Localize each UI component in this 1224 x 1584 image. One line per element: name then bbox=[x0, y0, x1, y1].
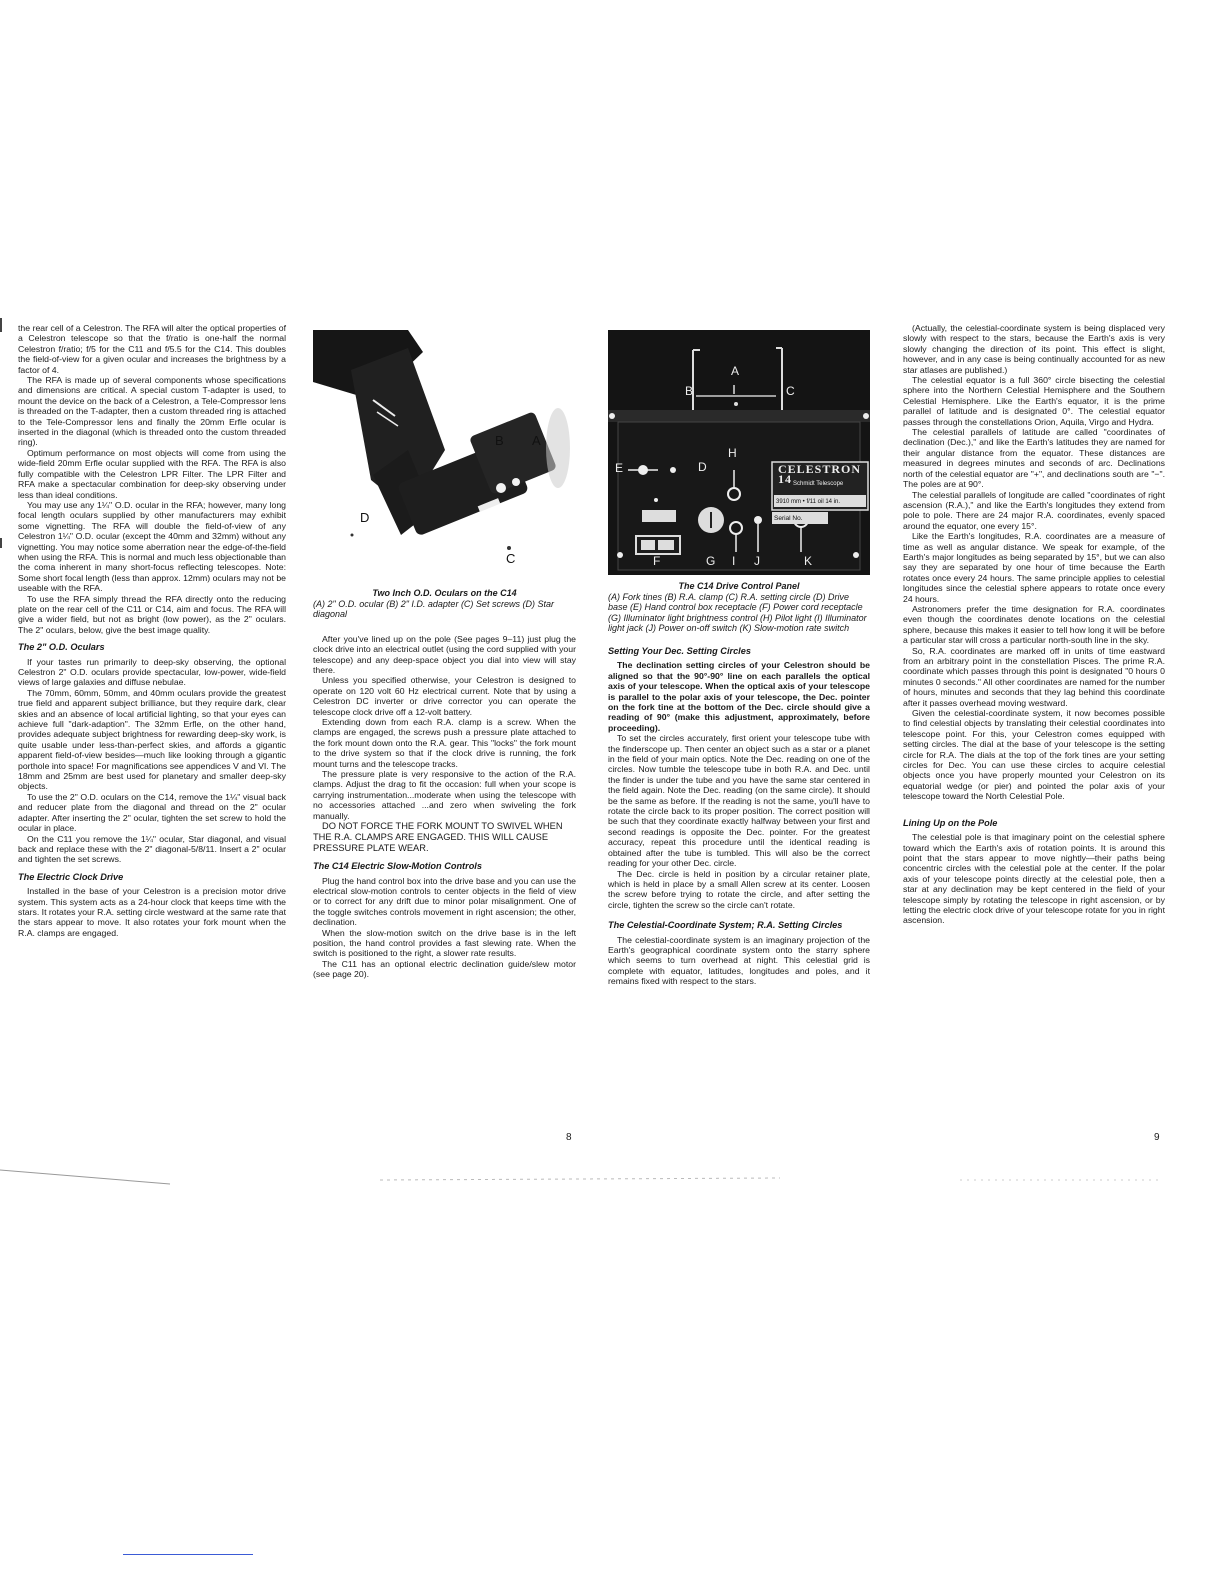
caption-title: Two Inch O.D. Oculars on the C14 bbox=[372, 588, 517, 598]
paragraph: The pressure plate is very responsive to the action of the R.A. clamps. Adjust the drag to fit the occasion: full when your scope is carrying instrumentation...moderate when using the telescope with no accessories attached ...and zero when swiveling the fork manually. bbox=[313, 769, 576, 821]
paragraph: The RFA is made up of several components whose specifications and dimensions are critical. A special custom T-adapter is used, to mount the device on the back of a Celestron, a Tele-Compressor lens is threaded on the T-adapter, then a custom threaded ring is attached to the Tele-Compressor lens and finally the 20mm Erfle ocular is inserted in the diagonal (which is threaded onto the custom threaded ring). bbox=[18, 375, 286, 448]
paragraph: If your tastes run primarily to deep-sky observing, the optional Celestron 2" O.D. oculars provide spectacular, low-power, wide-field views of large galaxies and diffuse nebulae. bbox=[18, 656, 286, 688]
page-number: 9 bbox=[1154, 1132, 1160, 1143]
paragraph: Plug the hand control box into the drive base and you can use the electrical slow-motion controls to center objects in the field of view or to correct for any drift due to minor polar misalignment. One of the toggle switches controls movement in right ascension; the other, declination. bbox=[313, 875, 576, 928]
panel-caption bbox=[608, 581, 870, 634]
section-heading: The 2" O.D. Oculars bbox=[18, 642, 105, 653]
panel-label-k: K bbox=[804, 554, 813, 568]
section-heading: The C14 Electric Slow-Motion Controls bbox=[313, 861, 482, 872]
panel-label-d: D bbox=[698, 460, 707, 474]
panel-label-j: J bbox=[754, 554, 760, 568]
caption-body: (A) Fork tines (B) R.A. clamp (C) R.A. setting circle (D) Drive base (E) Hand control box receptacle (F) Power cord receptacle (G) Illuminator light brightness control (H) Pilot light (I) Illuminator light jack (J) Power on-off switch (K) Slow-motion rate switch bbox=[608, 591, 867, 634]
ocular-photo-illustration bbox=[313, 330, 576, 582]
margin-mark bbox=[0, 538, 2, 548]
paragraph: the rear cell of a Celestron. The RFA will alter the optical properties of a Celestron telescope so that the f/ratio is one-half the normal Celestron f/ratio; f/5 for the C11 and f/5.5 for the C14. This doubles the field-of-view for a given ocular and increases the brightness by a factor of 4. bbox=[18, 323, 286, 375]
paragraph: So, R.A. coordinates are marked off in units of time eastward from an arbitrary point in the constellation Pisces. The prime R.A. coordinate which passes through this point is designated "0 hours 0 minutes 0 seconds." All other coordinates are named for the number of hours, minutes and seconds that they lag behind this coordinate after it passes overhead moving westward. bbox=[903, 645, 1165, 708]
paragraph: The celestial parallels of longitude are called "coordinates of right ascension (R.A.)," and like the Earth's longitudes they extend from pole to pole. There are 24 major R.A. coordinates, evenly spaced around the equator, one every 15°. bbox=[903, 489, 1165, 531]
paragraph: The celestial parallels of latitude are called "coordinates of declination (Dec.)," and like the Earth's latitudes they are named for their angular distance from the equator. These distances are measured in degrees minutes and seconds of arc. Declinations north of the celestial equator are "+", and declinations south are "−". The poles are at 90°. bbox=[903, 427, 1165, 490]
paragraph: Optimum performance on most objects will come from using the wide-field 20mm Erfle ocular supplied with the RFA. The RFA is also fully compatible with the Celestron LPR Filter. The LPR Filter and RFA make a spectacular combination for deep-sky observing under less than ideal conditions. bbox=[18, 447, 286, 500]
middle-right-column bbox=[608, 330, 870, 987]
paragraph: Extending down from each R.A. clamp is a screw. When the clamps are engaged, the screws push a pressure plate attached to the fork mount down onto the R.A. gear. This "locks" the fork mount to the drive system so that if the clock drive is running, the fork mount turns and the telescope tracks. bbox=[313, 717, 576, 769]
paragraph: Like the Earth's longitudes, R.A. coordinates are a measure of time as well as angular distance. We speak for example, of the Earth's major longitudes as being separated by 15°, but we can also say they are separated by one hour of time because the Earth rotates once every 24 hours. The same principle applies to celestial longitudes since the celestial sphere appears to rotate once every 24 hours. bbox=[903, 531, 1165, 604]
photo-label-c: C bbox=[506, 551, 516, 566]
paragraph: To use the 2" O.D. oculars on the C14, remove the 1¼" visual back and reducer plate from the diagonal and thread on the 2" ocular adapter. After inserting the 2" ocular, tighten the set screw to hold the ocular in place. bbox=[18, 791, 286, 834]
ocular-photo bbox=[313, 330, 576, 582]
paragraph: Given the celestial-coordinate system, it now becomes possible to find celestial objects by translating their celestial coordinates into telescope point. For this, your Celestron comes equipped with setting circles. The dial at the base of your telescope is the setting circle for R.A. The dials at the top of the fork tines are your setting circles for Dec. You can use these circles to acquire celestial objects once you have properly mounted your Celestron on its equatorial wedge (or pier) and pointed the polar axis of your telescope toward the North Celestial Pole. bbox=[903, 708, 1165, 802]
paragraph: The declination setting circles of your Celestron should be aligned so that the 90°-90° line on each parallels the optical axis of your telescope. When the optical axis of your telescope is parallel to the polar axis of your telescope, the Dec. pointer on the fork tine at the bottom of the Dec. circle should give a reading of 90° (make this adjustment, approximately, before proceeding). bbox=[608, 660, 870, 733]
panel-brand: CELESTRON 14 bbox=[778, 462, 862, 487]
panel-label-g: G bbox=[706, 554, 716, 568]
paragraph: To set the circles accurately, first orient your telescope tube with the finderscope up. Then center an object such as a star or a planet in the field of your main optics. Note the Dec. reading on one of the circles. Now tumble the telescope tube in both R.A. and Dec. until the finder is under the tube and you have the same star centered in the field again. Note the Dec. reading (on the same circle). It should be the same as before. If the reading is not the same, you'll have to rotate the circle back to its proper position. The correct position will be such that they coordinate exactly halfway between your first and second readings is opposite the Dec. pointer. For the greatest accuracy, repeat this procedure until the identical reading is obtained after the tube is tumbled. This will also be the correct reading for your other Dec. circle. bbox=[608, 733, 870, 869]
section-heading: Lining Up on the Pole bbox=[903, 817, 998, 828]
section-heading: The Celestial-Coordinate System; R.A. Setting Circles bbox=[608, 920, 843, 931]
scan-artifact bbox=[0, 1166, 1224, 1206]
paragraph: To use the RFA simply thread the RFA directly onto the reducing plate on the rear cell of the C11 or C14, aim and focus. The RFA will give a wider field, but not as bright (low power), as the 2" oculars. The 2" oculars, below, give the best image quality. bbox=[18, 593, 286, 635]
paragraph: (Actually, the celestial-coordinate system is being displaced very slowly with respect to the stars, because the Earth's axis is very slowly changing the direction of its point. This effect is slight, however, and in any case is being continually accounted for as new star atlases are published.) bbox=[903, 323, 1165, 375]
section-heading: The Electric Clock Drive bbox=[18, 871, 124, 882]
panel-label-h: H bbox=[728, 446, 737, 460]
panel-label-c: C bbox=[786, 384, 795, 398]
paragraph: Installed in the base of your Celestron is a precision motor drive system. This system acts as a 24-hour clock that keeps time with the stars. It rotates your R.A. setting circle westward at the same rate that the stars appear to move. It also rotates your fork mount when the R.A. clamps are engaged. bbox=[18, 886, 286, 938]
paragraph: The celestial-coordinate system is an imaginary projection of the Earth's geographical coordinate system onto the starry sphere which seems to turn overhead at night. This celestial grid is complete with equator, latitudes, longitudes and poles, and it remains fixed with respect to the stars. bbox=[608, 934, 870, 987]
panel-label-e: E bbox=[615, 461, 624, 475]
page-number: 8 bbox=[566, 1132, 572, 1143]
caption-body: (A) 2" O.D. ocular (B) 2" I.D. adapter (C) Set screws (D) Star diagonal bbox=[313, 598, 554, 620]
panel-label-f: F bbox=[653, 554, 661, 568]
right-column bbox=[903, 323, 1165, 926]
caption-title: The C14 Drive Control Panel bbox=[678, 581, 800, 591]
left-column bbox=[18, 323, 286, 938]
panel-label-i: I bbox=[732, 554, 736, 568]
paragraph: Unless you specified otherwise, your Celestron is designed to operate on 120 volt 60 Hz electrical current. Note that by using a Celestron DC inverter or drive corrector you can operate the telescope clock drive off a 12-volt battery. bbox=[313, 675, 576, 717]
panel-serial-label: Serial No. bbox=[774, 515, 803, 522]
control-panel-photo bbox=[608, 330, 870, 575]
margin-mark bbox=[0, 318, 2, 332]
panel-spec: 3910 mm • f/11 oil 14 in. bbox=[776, 499, 841, 505]
panel-label-a: A bbox=[731, 364, 740, 378]
panel-label-b: B bbox=[685, 384, 694, 398]
paragraph: When the slow-motion switch on the drive base is in the left position, the hand control provides a fast slewing rate. When the switch is positioned to the right, a slower rate results. bbox=[313, 927, 576, 959]
paragraph: After you've lined up on the pole (See pages 9–11) just plug the clock drive into an electrical outlet (using the cord supplied with your telescope) and any deep-space object you dial into view will stay there. bbox=[313, 633, 576, 675]
paragraph: The celestial equator is a full 360° circle bisecting the celestial sphere into the Northern Celestial Hemisphere and the Southern Celestial Hemisphere. Like the Earth's equator, it is the prime parallel of latitude and is designated 0°. The celestial equator passes through the constellations Orion, Aquila, Virgo and Hydra. bbox=[903, 375, 1165, 427]
photo-label-d: D bbox=[360, 510, 370, 525]
panel-model: Schmidt Telescope bbox=[793, 481, 844, 487]
paragraph: The celestial pole is that imaginary point on the celestial sphere toward which the Earth's axis of rotation points. It is around this point that the stars appear to move nightly—their paths being concentric circles with the celestial pole at the center. If the polar axis of your telescope points directly at the celestial pole, then a star at any declination may be kept centered in the field of your telescope simply by rotating the telescope in right ascension, or by letting the electric clock drive of your telescope rotate for you in right ascension. bbox=[903, 832, 1165, 926]
photo-label-b: B bbox=[495, 433, 504, 448]
paragraph: The C11 has an optional electric declination guide/slew motor (see page 20). bbox=[313, 958, 576, 980]
photo-label-a: A bbox=[532, 433, 541, 448]
paragraph: You may use any 1¼" O.D. ocular in the RFA; however, many long focal length oculars supplied by other manufacturers may exhibit some vignetting. The RFA will double the field-of-view of any Celestron 1¼" O.D. ocular (except the 40mm and 32mm) without any vignetting. You may notice some aberration near the edge-of-the-field when using the RFA. This is normal and much less objectionable than the coma inherent in many short-focus reflecting telescopes. Note: Some short focal length (less than approx. 12mm) oculars may not be useable with the RFA. bbox=[18, 499, 286, 594]
paragraph: Astronomers prefer the time designation for R.A. coordinates even though the coordinates denote locations on the celestial sphere, because this makes it easier to tell how long it will be before a particular star will cross a particular north-south line in the sky. bbox=[903, 603, 1165, 646]
section-heading: Setting Your Dec. Setting Circles bbox=[608, 645, 751, 656]
warning-text: DO NOT FORCE THE FORK MOUNT TO SWIVEL WHEN THE R.A. CLAMPS ARE ENGAGED. THIS WILL CAUSE PRESSURE PLATE WEAR. bbox=[313, 821, 563, 854]
paragraph: The Dec. circle is held in position by a circular retainer plate, which is held in place by a small Allen screw at its center. Loosen the screw before trying to rotate the circle, and after setting the circle, tighten the screw so the circle can't rotate. bbox=[608, 868, 870, 910]
scan-artifact bbox=[123, 1554, 253, 1555]
paragraph: The 70mm, 60mm, 50mm, and 40mm oculars provide the greatest true field and apparent subject brilliance, but they require dark, clear skies and an absence of local artificial lighting, so that your eyes can achieve full "dark-adaption". The 32mm Erfle, on the other hand, provides adequate subject brightness for rewarding deep-sky work, is quite usable under less-than-perfect skies, and affords a gigantic apparent field-of-view besides—much like looking through a gigantic porthole into space! For magnifications see appendices V and VI. The 18mm and 25mm are best used for planetary and smaller deep-sky objects. bbox=[18, 687, 286, 792]
middle-left-column bbox=[313, 330, 576, 980]
photo-caption bbox=[313, 588, 576, 620]
paragraph: On the C11 you remove the 1¼" ocular, Star diagonal, and visual back and replace these with the 2" diagonal-5/8/11. Insert a 2" ocular and tighten the set screws. bbox=[18, 833, 286, 865]
